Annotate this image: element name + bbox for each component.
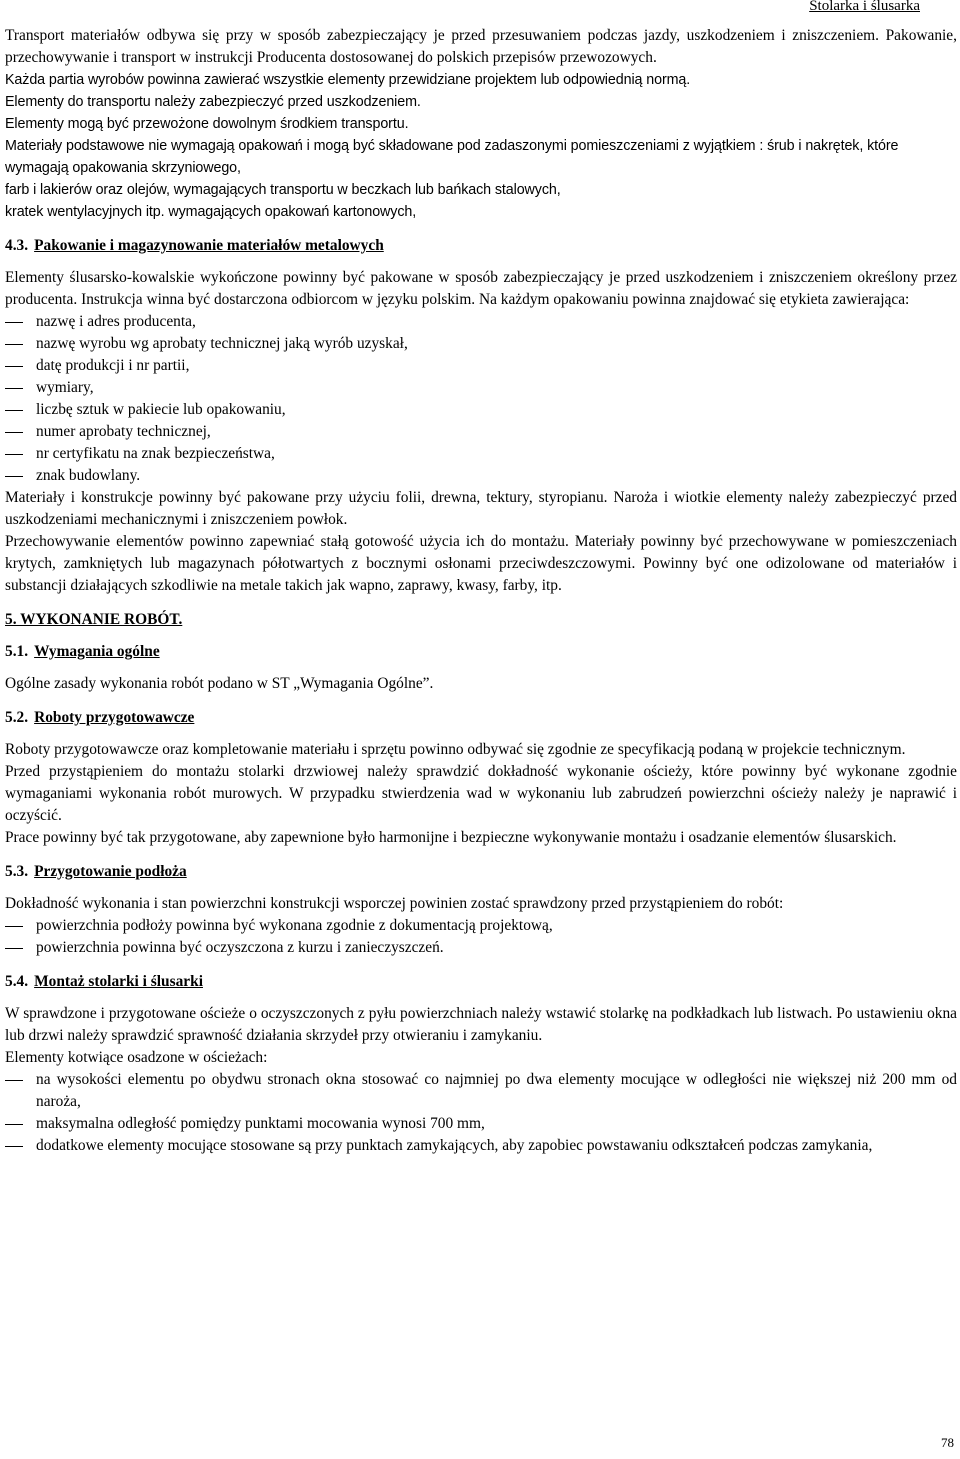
paragraph: Elementy ślusarsko-kowalskie wykończone powinny być pakowane w sposób zabezpieczający je przed uszkodzeniem i zniszczeniem określony przez producenta. Instrukcja winna być dostarczona odbiorcom w języku polskim. Na każdym opakowaniu powinna znajdować się etykieta zawierająca: bbox=[5, 269, 957, 308]
document-page bbox=[5, 0, 957, 1459]
list-item: dodatkowe elementy mocujące stosowane są przy punktach zamykających, aby zapobiec powstawaniu odkształceń podczas zamykania, bbox=[5, 1135, 957, 1157]
dash-list bbox=[5, 915, 957, 959]
list-item: liczbę sztuk w pakiecie lub opakowaniu, bbox=[5, 399, 957, 421]
dash-list bbox=[5, 1069, 957, 1157]
paragraph: Przechowywanie elementów powinno zapewniać stałą gotowość użycia ich do montażu. Materiały powinny być przechowywane w pomieszczeniach krytych, zamkniętych lub magazynach półotwartych z bocznymi osłonami przeciwdeszczowymi. Powinny być one odizolowane od materiałów i substancji działających szkodliwie na metale takich jak wapno, zaprawy, kwasy, farby, itp. bbox=[5, 533, 957, 594]
paragraph: Roboty przygotowawcze oraz kompletowanie materiału i sprzętu powinno odbywać się zgodnie ze specyfikacją podaną w projekcie technicznym. bbox=[5, 741, 906, 758]
list-item: nr certyfikatu na znak bezpieczeństwa, bbox=[5, 443, 957, 465]
page-number: 78 bbox=[941, 1435, 954, 1450]
paragraph: W sprawdzone i przygotowane ościeże o oczyszczonych z pyłu powierzchniach należy wstawić stolarkę na podkładkach lub listwach. Po ustawieniu okna lub drzwi należy sprawdzić sprawność działania skrzydeł przy otwieraniu i zamykaniu. bbox=[5, 1005, 957, 1044]
section-heading: 5.1. Wymagania ogólne bbox=[5, 643, 160, 660]
section-heading: 5.3. Przygotowanie podłoża bbox=[5, 863, 187, 880]
list-item: powierzchnia podłoży powinna być wykonana zgodnie z dokumentacją projektową, bbox=[5, 915, 957, 937]
paragraph: Elementy kotwiące osadzone w ościeżach: bbox=[5, 1049, 268, 1066]
paragraph: Każda partia wyrobów powinna zawierać wszystkie elementy przewidziane projektem lub odpowiednią normą. bbox=[5, 72, 691, 88]
section-heading: 4.3. Pakowanie i magazynowanie materiałów metalowych bbox=[5, 237, 384, 254]
list-item: nazwę i adres producenta, bbox=[5, 311, 957, 333]
paragraph: Przed przystąpieniem do montażu stolarki drzwiowej należy sprawdzić dokładność wykonanie ościeży, które powinny być wykonane zgodnie wymaganiami wykonania robót murowych. W przypadku stwierdzenia wad w wykonaniu lub zabrudzeń powierzchni ościeży należy je naprawić i oczyścić. bbox=[5, 763, 957, 824]
paragraph: kratek wentylacyjnych itp. wymagających opakowań kartonowych, bbox=[5, 204, 417, 220]
section-heading: 5.4. Montaż stolarki i ślusarki bbox=[5, 973, 203, 990]
paragraph: Transport materiałów odbywa się przy w sposób zabezpieczający je przed przesuwaniem podczas jazdy, uszkodzeniem i zniszczeniem. Pakowanie, przechowywanie i transport w instrukcji Producenta dostosowanej do polskich przepisów przewozowych. bbox=[5, 27, 957, 66]
paragraph: Elementy mogą być przewożone dowolnym środkiem transportu. bbox=[5, 116, 409, 132]
list-item: nazwę wyrobu wg aprobaty technicznej jaką wyrób uzyskał, bbox=[5, 333, 957, 355]
paragraph: Elementy do transportu należy zabezpieczyć przed uszkodzeniem. bbox=[5, 94, 421, 110]
running-header: Stolarka i ślusarka bbox=[809, 0, 920, 14]
paragraph: Dokładność wykonania i stan powierzchni konstrukcji wsporczej powinien zostać sprawdzony przed przystąpieniem do robót: bbox=[5, 895, 784, 912]
document-body bbox=[5, 25, 957, 1157]
paragraph: Prace powinny być tak przygotowane, aby zapewnione było harmonijne i bezpieczne wykonywanie montażu i osadzanie elementów ślusarskich. bbox=[5, 829, 897, 846]
paragraph: Ogólne zasady wykonania robót podano w ST „Wymagania Ogólne”. bbox=[5, 675, 434, 692]
paragraph: farb i lakierów oraz olejów, wymagających transportu w beczkach lub bańkach stalowych, bbox=[5, 182, 561, 198]
chapter-heading: 5. WYKONANIE ROBÓT. bbox=[5, 611, 183, 628]
list-item: datę produkcji i nr partii, bbox=[5, 355, 957, 377]
list-item: numer aprobaty technicznej, bbox=[5, 421, 957, 443]
list-item: znak budowlany. bbox=[5, 465, 957, 487]
list-item: na wysokości elementu po obydwu stronach okna stosować co najmniej po dwa elementy mocujące w odległości nie większej niż 200 mm od naroża, bbox=[5, 1069, 957, 1113]
paragraph: Materiały podstawowe nie wymagają opakowań i mogą być składowane pod zadaszonymi pomieszczeniami z wyjątkiem : śrub i nakrętek, które wymagają opakowania skrzyniowego, bbox=[5, 138, 899, 176]
dash-list bbox=[5, 311, 957, 487]
list-item: powierzchnia powinna być oczyszczona z kurzu i zanieczyszczeń. bbox=[5, 937, 957, 959]
section-heading: 5.2. Roboty przygotowawcze bbox=[5, 709, 195, 726]
list-item: maksymalna odległość pomiędzy punktami mocowania wynosi 700 mm, bbox=[5, 1113, 957, 1135]
paragraph: Materiały i konstrukcje powinny być pakowane przy użyciu folii, drewna, tektury, styropianu. Naroża i wiotkie elementy należy zabezpieczyć przed uszkodzeniami mechanicznymi i zniszczeniem powłok. bbox=[5, 489, 957, 528]
list-item: wymiary, bbox=[5, 377, 957, 399]
